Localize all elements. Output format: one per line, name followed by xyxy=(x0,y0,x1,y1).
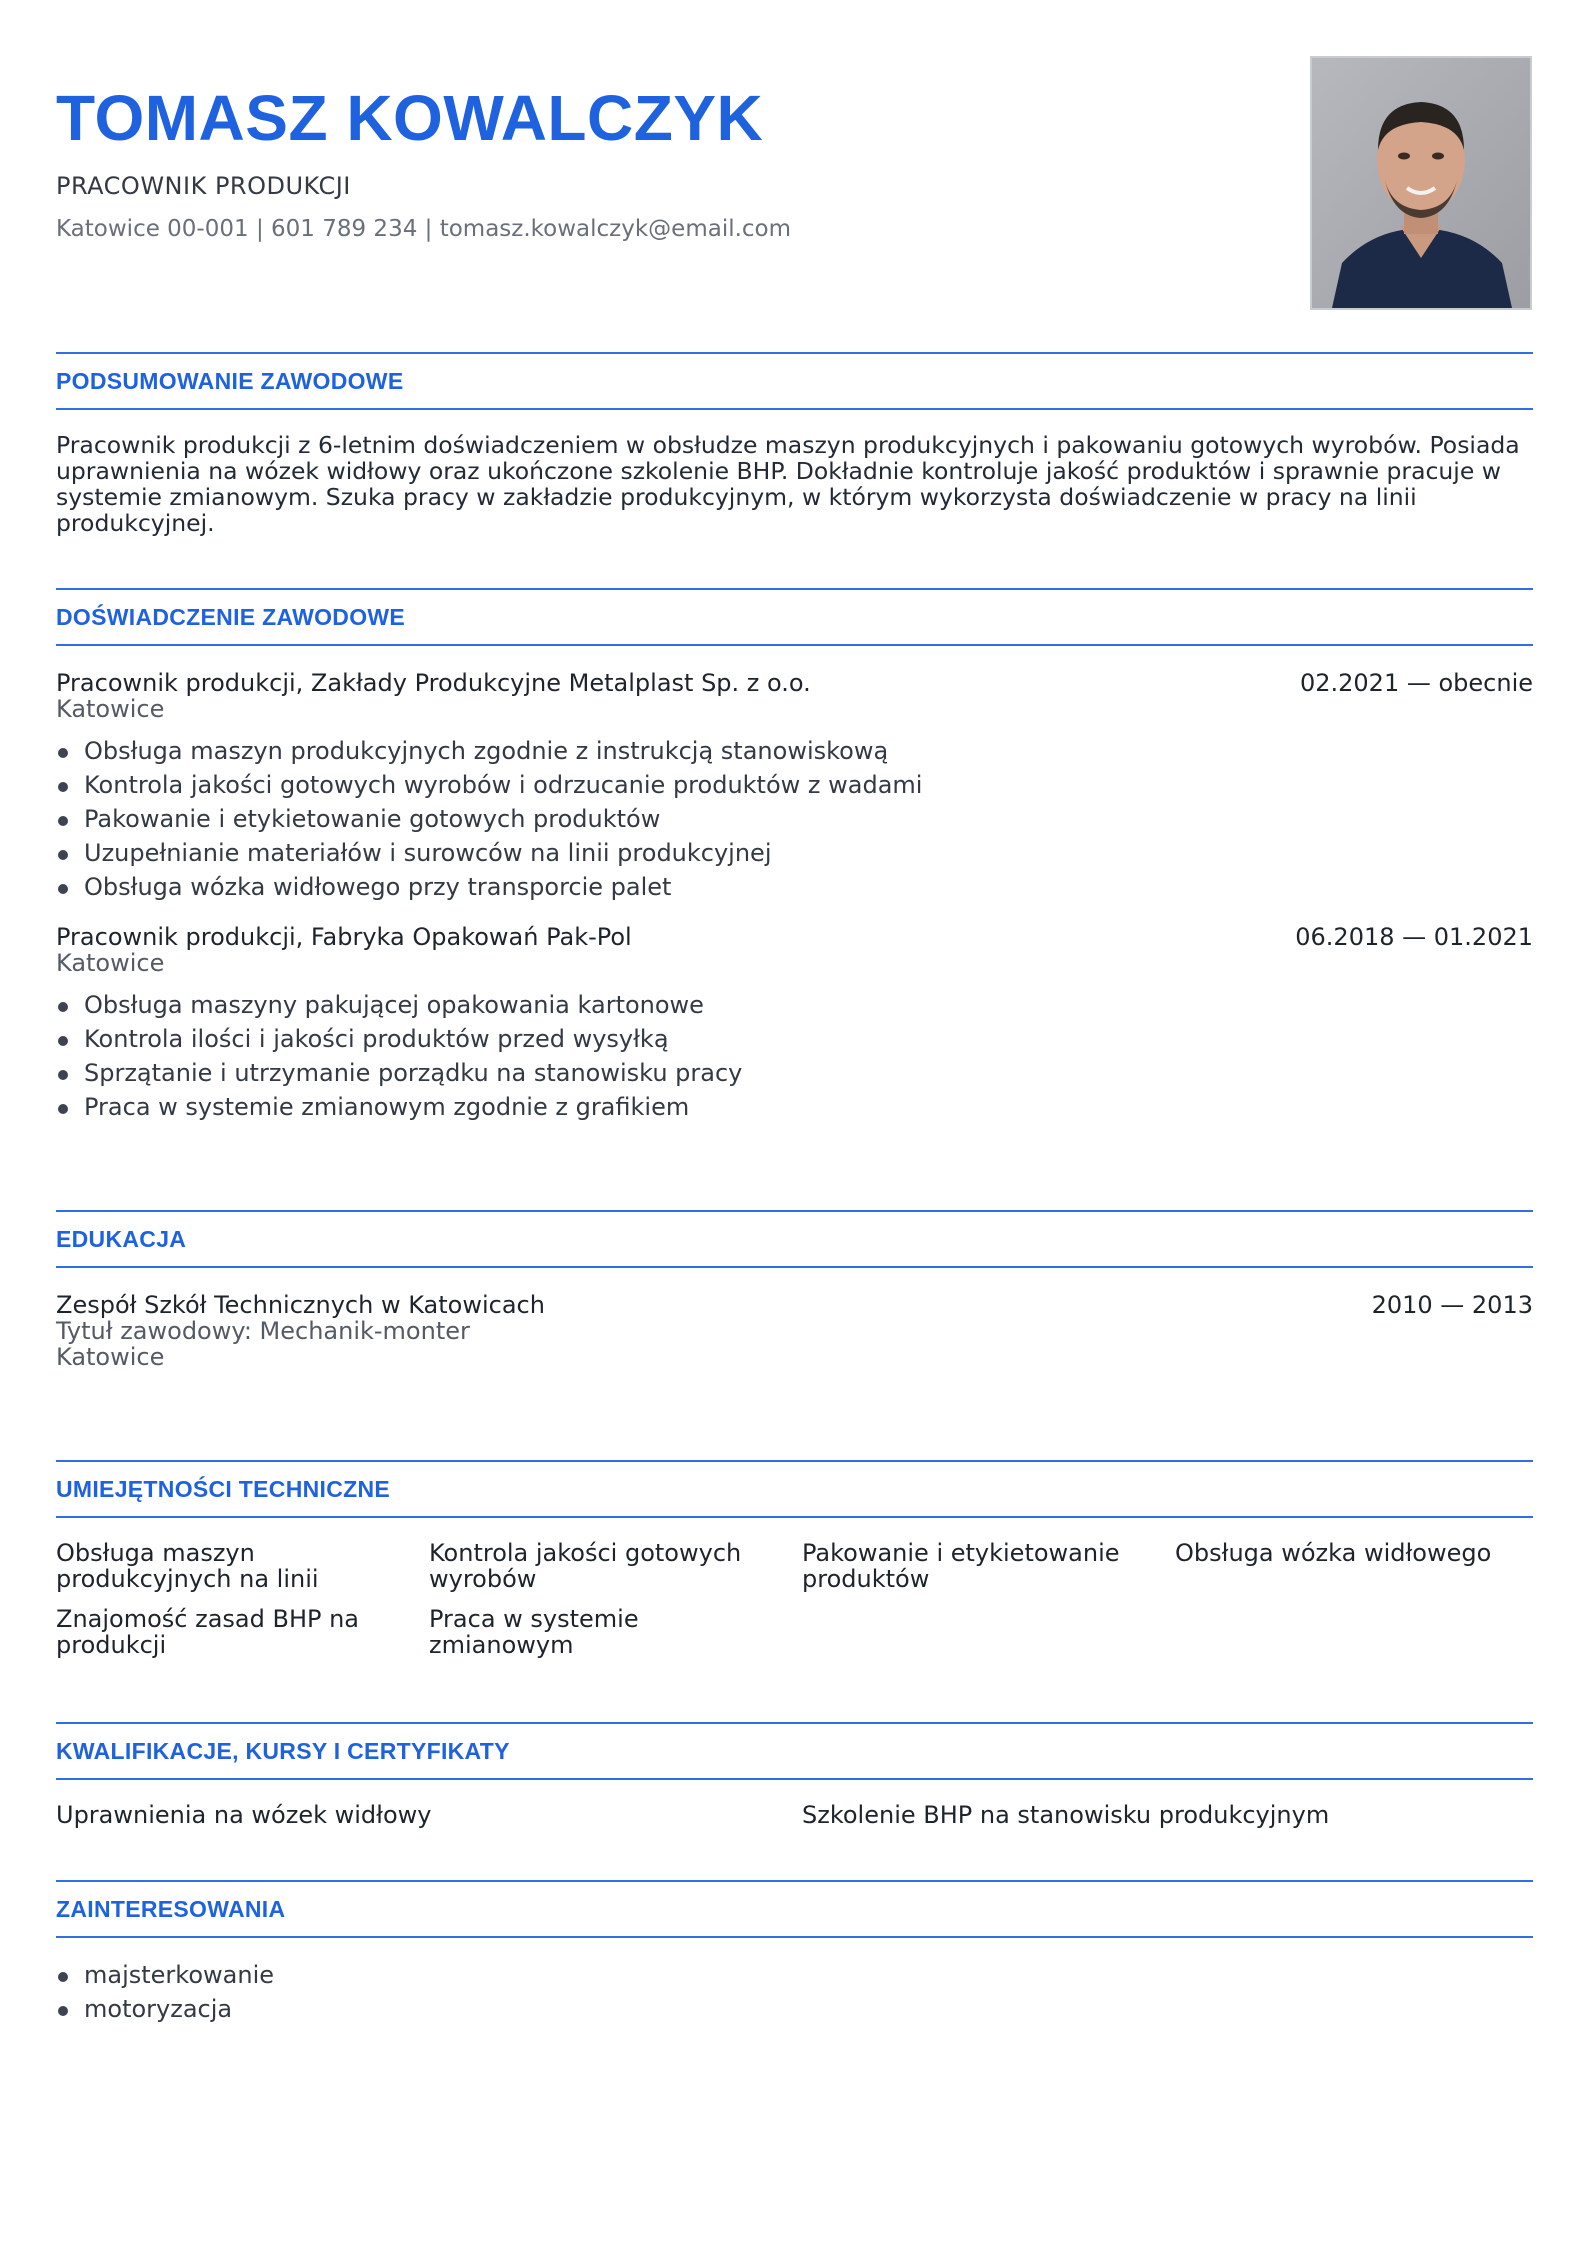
skill-item: Znajomość zasad BHP na produkcji xyxy=(56,1605,360,1659)
job-duties xyxy=(56,734,1533,904)
summary-title: PODSUMOWANIE ZAWODOWE xyxy=(56,367,404,394)
skill-item: Praca w systemie zmianowym xyxy=(429,1605,639,1659)
list-item: Kontrola jakości gotowych wyrobów i odrzucanie produktów z wadami xyxy=(56,768,1533,802)
skill-item: Kontrola jakości gotowych wyrobów xyxy=(429,1539,742,1593)
interests-section xyxy=(56,1880,1533,2026)
job-entry xyxy=(56,670,1533,904)
school-location: Katowice xyxy=(56,1343,165,1371)
skills-title: UMIEJĘTNOŚCI TECHNICZNE xyxy=(56,1475,391,1502)
interests-title: ZAINTERESOWANIA xyxy=(56,1895,286,1922)
list-item: Uzupełnianie materiałów i surowców na linii produkcyjnej xyxy=(56,836,1533,870)
skill-item: Pakowanie i etykietowanie produktów xyxy=(802,1539,1120,1593)
job-dates: 02.2021 — obecnie xyxy=(1299,669,1533,697)
summary-section xyxy=(56,352,1533,536)
qualifications-section xyxy=(56,1722,1533,1828)
list-item: Obsługa wózka widłowego przy transporcie palet xyxy=(56,870,1533,904)
skills-grid xyxy=(56,1540,1533,1658)
job-location: Katowice xyxy=(56,695,165,723)
experience-header xyxy=(56,588,1533,646)
resume-page xyxy=(56,0,1533,2246)
candidate-name: TOMASZ KOWALCZYK xyxy=(56,82,764,154)
experience-section xyxy=(56,588,1533,1124)
list-item: Obsługa maszyny pakującej opakowania kartonowe xyxy=(56,988,1533,1022)
education-section xyxy=(56,1210,1533,1370)
job-location: Katowice xyxy=(56,949,165,977)
job-position: Pracownik produkcji, Fabryka Opakowań Pak-Pol xyxy=(56,923,632,951)
degree: Tytuł zawodowy: Mechanik-monter xyxy=(56,1317,470,1345)
education-title: EDUKACJA xyxy=(56,1225,187,1252)
portrait-image xyxy=(1312,58,1530,308)
qualifications-title: KWALIFIKACJE, KURSY I CERTYFIKATY xyxy=(56,1737,510,1764)
list-item: majsterkowanie xyxy=(56,1958,1533,1992)
list-item: Praca w systemie zmianowym zgodnie z grafikiem xyxy=(56,1090,1533,1124)
interests-list xyxy=(56,1958,1533,2026)
interests-header xyxy=(56,1880,1533,1938)
list-item: motoryzacja xyxy=(56,1992,1533,2026)
skill-item: Obsługa wózka widłowego xyxy=(1175,1539,1492,1567)
list-item: Sprzątanie i utrzymanie porządku na stanowisku pracy xyxy=(56,1056,1533,1090)
education-dates: 2010 — 2013 xyxy=(1371,1291,1533,1319)
school-name: Zespół Szkół Technicznych w Katowicach xyxy=(56,1291,545,1319)
skills-section xyxy=(56,1460,1533,1658)
summary-header xyxy=(56,352,1533,410)
list-item: Obsługa maszyn produkcyjnych zgodnie z instrukcją stanowiskową xyxy=(56,734,1533,768)
qualification-item: Uprawnienia na wózek widłowy xyxy=(56,1801,432,1829)
job-position: Pracownik produkcji, Zakłady Produkcyjne Metalplast Sp. z o.o. xyxy=(56,669,811,697)
job-title: PRACOWNIK PRODUKCJI xyxy=(56,172,351,200)
contact-line: Katowice 00-001 | 601 789 234 | tomasz.kowalczyk@email.com xyxy=(56,216,792,242)
qualifications-grid xyxy=(56,1802,1533,1828)
skill-item: Obsługa maszyn produkcyjnych na linii xyxy=(56,1539,319,1593)
job-entry xyxy=(56,924,1533,1124)
skills-header xyxy=(56,1460,1533,1518)
list-item: Kontrola ilości i jakości produktów przed wysyłką xyxy=(56,1022,1533,1056)
job-duties xyxy=(56,988,1533,1124)
experience-title: DOŚWIADCZENIE ZAWODOWE xyxy=(56,603,406,630)
qualifications-header xyxy=(56,1722,1533,1780)
profile-photo xyxy=(1310,56,1532,310)
qualification-item: Szkolenie BHP na stanowisku produkcyjnym xyxy=(802,1801,1330,1829)
summary-text: Pracownik produkcji z 6-letnim doświadczeniem w obsłudze maszyn produkcyjnych i pakowaniu gotowych wyrobów. Posiada uprawnienia na wózek widłowy oraz ukończone szkolenie BHP. Dokładnie kontroluje jakość produktów i sprawnie pracuje w systemie zmianowym. Szuka pracy w zakładzie produkcyjnym, w którym wykorzysta doświadczenie w pracy na linii produkcyjnej. xyxy=(56,431,1520,537)
job-dates: 06.2018 — 01.2021 xyxy=(1295,923,1533,951)
list-item: Pakowanie i etykietowanie gotowych produktów xyxy=(56,802,1533,836)
education-header xyxy=(56,1210,1533,1268)
